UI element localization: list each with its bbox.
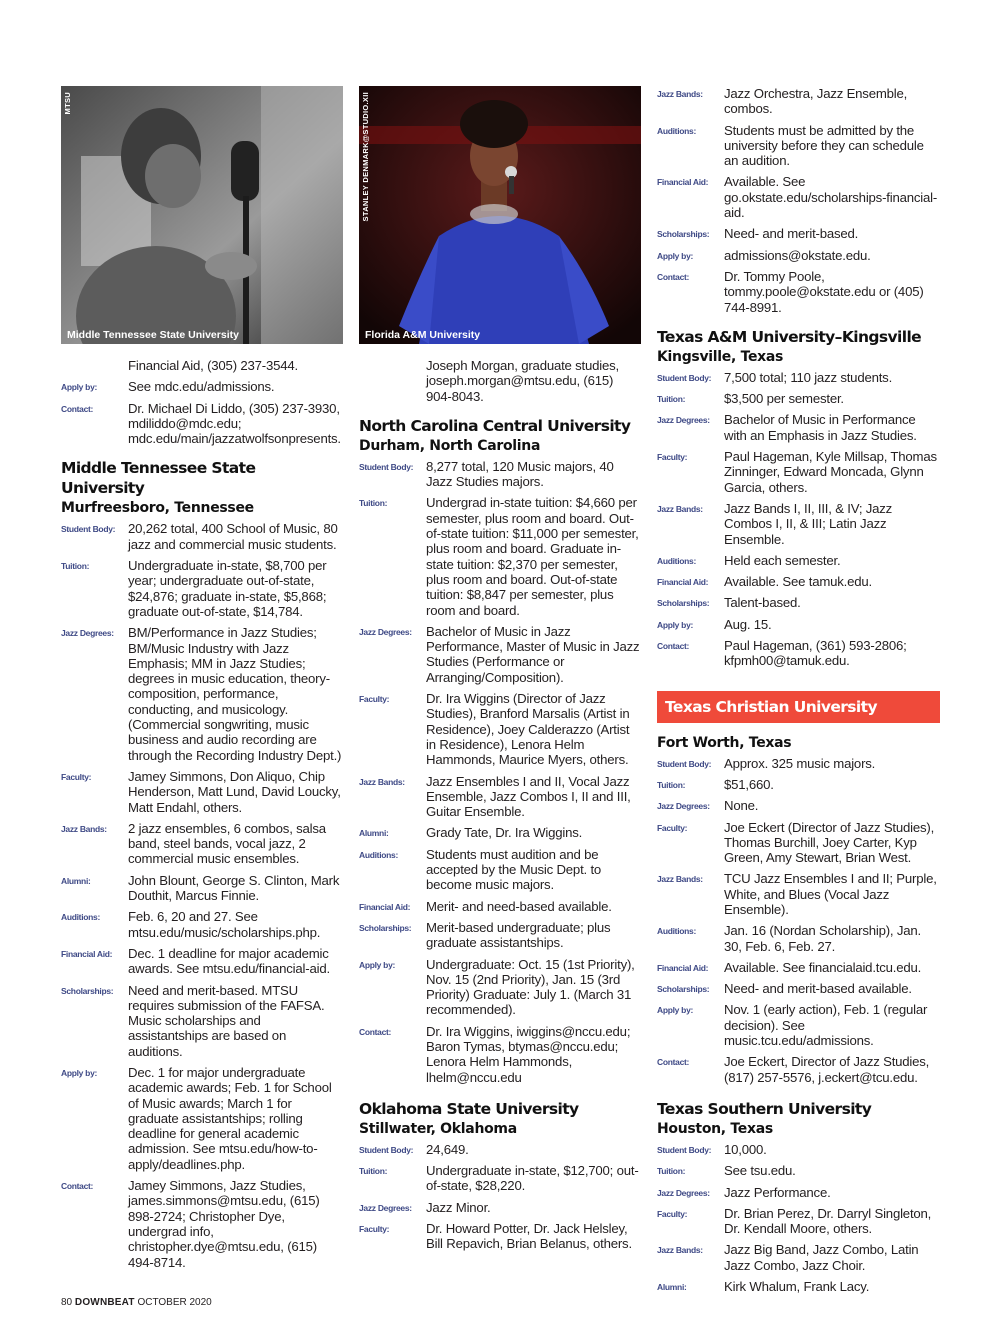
field-label: Contact: — [657, 271, 690, 282]
entry-row — [61, 1065, 343, 1172]
entry-row — [359, 691, 641, 767]
issue-date: OCTOBER 2020 — [137, 1297, 212, 1308]
field-label: Student Body: — [359, 461, 414, 472]
entry-row — [61, 625, 343, 763]
entry-row — [657, 1163, 940, 1178]
entry-row — [657, 449, 940, 495]
entry-row — [359, 1221, 641, 1252]
entry-row — [657, 269, 940, 315]
field-value: Jazz Bands I, II, III, & IV; Jazz Combos I, II, & III; Latin Jazz Ensemble. — [724, 500, 893, 547]
field-value: Jamey Simmons, Don Aliquo, Chip Henderson, Matt Lund, David Loucky, Matt Endahl, others. — [128, 768, 341, 815]
highlight-banner — [657, 691, 940, 723]
entry-row — [359, 774, 641, 820]
school-mtsu — [61, 458, 343, 1269]
field-label: Jazz Bands: — [657, 874, 703, 885]
field-label: Apply by: — [359, 959, 396, 970]
photo-famu — [359, 86, 641, 344]
field-label: Financial Aid: — [657, 577, 709, 588]
cont-line: Financial Aid, (305) 237-3544. — [128, 358, 298, 373]
school-location: Fort Worth, Texas — [657, 734, 792, 751]
entry-row — [657, 574, 940, 589]
school-location: Stillwater, Oklahoma — [359, 1120, 517, 1137]
field-value: Dr. Howard Potter, Dr. Jack Helsley, Bill Repavich, Brian Belanus, others. — [426, 1221, 632, 1252]
field-label: Student Body: — [657, 372, 712, 383]
field-value: Need- and merit-based. — [724, 226, 859, 242]
field-value: See tsu.edu. — [724, 1163, 796, 1179]
field-value: 24,649. — [426, 1141, 469, 1157]
field-value: Dec. 1 for major undergraduate academic awards; Feb. 1 for School of Music awards; March 1 for graduate assistantships; rolling deadline for general academic admission. See mtsu.edu/how-to-apply/deadlines.php. — [128, 1064, 332, 1172]
field-value: Joe Eckert (Director of Jazz Studies), Thomas Burchill, Joey Carter, Kyp Green, Amy Stewart, Brian West. — [724, 819, 935, 866]
field-label: Alumni: — [61, 875, 91, 886]
entry-row — [657, 248, 940, 263]
field-value: Dr. Tommy Poole, tommy.poole@okstate.edu or (405) 744-8991. — [724, 268, 924, 315]
field-value: BM/Performance in Jazz Studies; BM/Music Industry with Jazz Emphasis; MM in Jazz Studies; degrees in music education, theory-composition, performance, conducting, and musicology. (Commercial songwriting, music business and audio recording are through the Recording Industry Dept.) — [128, 625, 342, 763]
entry-row — [61, 821, 343, 867]
field-label: Faculty: — [61, 771, 92, 782]
entry-row — [657, 617, 940, 632]
field-label: Faculty: — [359, 694, 390, 705]
field-label: Scholarships: — [657, 229, 710, 240]
field-label: Tuition: — [61, 561, 90, 572]
field-label: Alumni: — [359, 828, 389, 839]
field-value: 2 jazz ensembles, 6 combos, salsa band, steel bands, vocal jazz, 2 commercial music ensembles. — [128, 820, 326, 867]
field-value: Need- and merit-based available. — [724, 981, 912, 997]
field-value: 20,262 total, 400 School of Music, 80 jazz and commercial music students. — [128, 521, 338, 552]
field-value: See mdc.edu/admissions. — [128, 379, 275, 395]
field-value: Merit-based undergraduate; plus graduate assistantships. — [426, 919, 611, 951]
field-value: TCU Jazz Ensembles I and II; Purple, White, and Blues (Vocal Jazz Ensemble). — [724, 871, 937, 917]
field-value: Paul Hageman, (361) 593-2806; kfpmh00@tamuk.edu. — [724, 638, 907, 669]
field-label: Apply by: — [657, 250, 694, 261]
field-value: Paul Hageman, Kyle Millsap, Thomas Zinninger, Edward Moncada, Glynn Garcia, others. — [724, 449, 937, 495]
entry-row — [61, 769, 343, 815]
column-2 — [359, 86, 641, 1266]
school-name: Middle Tennessee State University — [61, 459, 256, 498]
field-value: Undergraduate in-state, $12,700; out-of-state, $28,220. — [426, 1163, 639, 1194]
page-number: 80 — [61, 1297, 73, 1308]
page-footer — [61, 1297, 212, 1308]
entry-row — [657, 638, 940, 669]
entry-row — [657, 370, 940, 385]
field-label: Student Body: — [657, 1144, 712, 1155]
field-value: Undergrad in-state tuition: $4,660 per semester, plus room and board. Out-of-state tuition: $11,000 per semester, plus room and board. Graduate in-state tuition: $2,370 per semester, plus room and board. Out-of-state tuition: $8,847 per semester, plus room and board. — [426, 495, 639, 618]
field-value: Dec. 1 deadline for major academic awards. See mtsu.edu/financial-aid. — [128, 945, 330, 977]
field-value: Available. See financialaid.tcu.edu. — [724, 959, 922, 975]
field-label: Tuition: — [657, 394, 686, 405]
entry-row — [359, 1200, 641, 1215]
field-label: Auditions: — [657, 555, 697, 566]
field-label: Jazz Bands: — [359, 776, 405, 787]
field-label: Financial Aid: — [359, 901, 411, 912]
field-value: Jazz Orchestra, Jazz Ensemble, combos. — [724, 86, 908, 117]
field-value: Need and merit-based. MTSU requires submission of the FAFSA. Music scholarships and assistantships are based on auditions. — [128, 982, 325, 1059]
entry-row — [359, 825, 641, 840]
entry-row — [657, 1142, 940, 1157]
school-tcu — [657, 691, 940, 1085]
field-label: Contact: — [657, 641, 690, 652]
field-label: Auditions: — [657, 926, 697, 937]
field-value: Jamey Simmons, Jazz Studies, james.simmons@mtsu.edu, (615) 898-2724; Christopher Dye, undergrad info, christopher.dye@mtsu.edu, (615) 494-8714. — [128, 1178, 320, 1270]
entry-row — [657, 820, 940, 866]
entry-row — [657, 86, 940, 117]
field-label: Financial Aid: — [61, 948, 113, 959]
field-value: 7,500 total; 110 jazz students. — [724, 369, 893, 385]
field-label: Financial Aid: — [657, 962, 709, 973]
field-value: $3,500 per semester. — [724, 391, 844, 407]
field-value: Students must be admitted by the university before they can schedule an audition. — [724, 122, 924, 169]
field-value: Talent-based. — [724, 595, 801, 611]
field-value: Dr. Michael Di Liddo, (305) 237-3930, mdiliddo@mdc.edu; mdc.edu/main/jazzatwolfsonpresents. — [128, 400, 341, 447]
field-label: Contact: — [61, 1181, 94, 1192]
field-label: Faculty: — [359, 1224, 390, 1235]
school-location: Houston, Texas — [657, 1120, 773, 1137]
entry-row — [359, 1024, 641, 1085]
field-label: Alumni: — [657, 1282, 687, 1293]
field-value: Jazz Ensembles I and II, Vocal Jazz Ensemble, Jazz Combos I, II and III, Guitar Ensemble. — [426, 773, 631, 820]
field-value: Joe Eckert, Director of Jazz Studies, (817) 257-5576, j.eckert@tcu.edu. — [724, 1054, 930, 1085]
field-value: Jazz Big Band, Jazz Combo, Latin Jazz Combo, Jazz Choir. — [724, 1242, 919, 1273]
field-value: Dr. Ira Wiggins, iwiggins@nccu.edu; Baron Tymas, btymas@nccu.edu; Lenora Helm Hammonds, lhelm@nccu.edu — [426, 1023, 631, 1085]
entry-row — [657, 226, 940, 241]
entry-row — [657, 595, 940, 610]
field-label: Contact: — [61, 403, 94, 414]
field-value: Approx. 325 music majors. — [724, 755, 876, 771]
field-label: Faculty: — [657, 1208, 688, 1219]
field-label: Contact: — [657, 1057, 690, 1068]
field-value: Available. See tamuk.edu. — [724, 574, 872, 590]
continued-entry-top — [61, 358, 343, 446]
field-value: Jazz Performance. — [724, 1184, 831, 1200]
school-location: Murfreesboro, Tennessee — [61, 500, 254, 517]
entry-row — [657, 1242, 940, 1273]
field-label: Tuition: — [359, 498, 388, 509]
entry-row — [61, 401, 343, 447]
entry-row — [657, 1185, 940, 1200]
entry-row — [657, 123, 940, 169]
entry-row — [359, 920, 641, 951]
column-3 — [657, 86, 940, 1308]
entry-row — [61, 873, 343, 904]
photo-caption-left: Middle Tennessee State University — [67, 329, 239, 341]
school-rows — [61, 521, 343, 1269]
entry-row — [61, 946, 343, 977]
field-value: Available. See go.okstate.edu/scholarships-financial-aid. — [724, 174, 938, 221]
field-label: Jazz Degrees: — [657, 415, 710, 426]
field-value: 8,277 total, 120 Music majors, 40 Jazz Studies majors. — [426, 458, 614, 490]
field-label: Student Body: — [359, 1144, 414, 1155]
field-value: Dr. Ira Wiggins (Director of Jazz Studies), Branford Marsalis (Artist in Residence), Joey Calderazzo (Artist in Residence), Lenora Helm Hammonds, Maurice Myers, others. — [426, 691, 630, 768]
entry-row — [657, 798, 940, 813]
school-name: Texas A&M University–Kingsville — [657, 327, 922, 346]
field-label: Faculty: — [657, 452, 688, 463]
entry-row — [657, 923, 940, 954]
field-label: Contact: — [359, 1026, 392, 1037]
singer-photo-grayscale — [61, 86, 343, 344]
continued-entry-top: Joseph Morgan, graduate studies, joseph.morgan@mtsu.edu, (615) 904-8043. — [426, 358, 620, 404]
column-1 — [61, 86, 343, 1284]
entry-row — [359, 957, 641, 1018]
field-label: Financial Aid: — [657, 177, 709, 188]
entry-row — [61, 909, 343, 940]
school-tsu — [657, 1099, 940, 1294]
entry-row — [657, 756, 940, 771]
field-label: Auditions: — [61, 912, 101, 923]
field-value: 10,000. — [724, 1141, 767, 1157]
field-value: None. — [724, 798, 759, 814]
entry-row — [657, 501, 940, 547]
entry-row — [359, 495, 641, 617]
photo-credit-left: MTSU — [63, 92, 72, 115]
entry-row — [657, 871, 940, 917]
school-location: Kingsville, Texas — [657, 348, 784, 365]
field-label: Scholarships: — [657, 598, 710, 609]
school-tamuk — [657, 327, 940, 669]
field-value: Undergraduate in-state, $8,700 per year; undergraduate out-of-state, $24,876; graduate in-state, $5,868; graduate out-of-state, $14,784. — [128, 558, 327, 619]
field-value: Dr. Brian Perez, Dr. Darryl Singleton, Dr. Kendall Moore, others. — [724, 1205, 932, 1237]
entry-row — [657, 391, 940, 406]
field-label: Apply by: — [61, 382, 98, 393]
field-label: Jazz Degrees: — [61, 628, 114, 639]
entry-row — [359, 624, 641, 685]
field-label: Tuition: — [657, 1166, 686, 1177]
field-value: Undergraduate: Oct. 15 (1st Priority), Nov. 15 (2nd Priority), Jan. 15 (3rd Priority) Graduate: July 1. (March 31 recommended). — [426, 956, 635, 1018]
entry-row — [61, 983, 343, 1059]
field-label: Tuition: — [657, 779, 686, 790]
school-okstate — [359, 1099, 641, 1252]
entry-row — [657, 1206, 940, 1237]
field-label: Student Body: — [61, 524, 116, 535]
entry-row — [61, 379, 343, 394]
photo-credit-right: STANLEY DENMARK@STUDIO.XII — [361, 92, 370, 222]
entry-row — [657, 412, 940, 443]
field-value: John Blount, George S. Clinton, Mark Douthit, Marcus Finnie. — [128, 872, 340, 904]
field-label: Apply by: — [61, 1067, 98, 1078]
field-label: Auditions: — [359, 849, 399, 860]
entry-row — [657, 1054, 940, 1085]
field-label: Apply by: — [657, 619, 694, 630]
singer-photo-color — [359, 86, 641, 344]
entry-row — [657, 1002, 940, 1048]
field-value: Students must audition and be accepted by the Music Dept. to become music majors. — [426, 846, 602, 893]
field-label: Jazz Bands: — [657, 503, 703, 514]
field-label: Scholarships: — [657, 984, 710, 995]
school-name: North Carolina Central University — [359, 416, 631, 435]
continued-entry-top — [657, 86, 940, 315]
entry-row — [359, 1163, 641, 1194]
entry-row — [61, 521, 343, 552]
entry-row — [359, 459, 641, 490]
entry-row — [657, 960, 940, 975]
field-value: Jan. 16 (Nordan Scholarship), Jan. 30, Feb. 6, Feb. 27. — [724, 923, 921, 954]
field-value: admissions@okstate.edu. — [724, 247, 871, 263]
field-label: Faculty: — [657, 822, 688, 833]
field-label: Jazz Degrees: — [657, 1187, 710, 1198]
field-label: Jazz Degrees: — [657, 801, 710, 812]
school-name: Texas Christian University — [665, 697, 877, 716]
field-label: Jazz Bands: — [61, 823, 107, 834]
field-label: Jazz Bands: — [657, 89, 703, 99]
field-label: Jazz Degrees: — [359, 626, 412, 637]
field-value: Kirk Whalum, Frank Lacy. — [724, 1279, 870, 1295]
entry-row — [359, 899, 641, 914]
field-label: Tuition: — [359, 1166, 388, 1177]
entry-row — [61, 558, 343, 619]
school-name: Oklahoma State University — [359, 1099, 579, 1118]
field-label: Student Body: — [657, 758, 712, 769]
school-nccu — [359, 416, 641, 1085]
field-value: Grady Tate, Dr. Ira Wiggins. — [426, 825, 583, 841]
field-label: Jazz Bands: — [657, 1245, 703, 1256]
photo-caption-right: Florida A&M University — [365, 329, 481, 341]
field-label: Auditions: — [657, 125, 697, 136]
entry-row — [61, 1178, 343, 1270]
entry-row — [657, 777, 940, 792]
field-value: Nov. 1 (early action), Feb. 1 (regular decision). See music.tcu.edu/admissions. — [724, 1002, 928, 1049]
school-name: Texas Southern University — [657, 1099, 872, 1118]
field-value: Jazz Minor. — [426, 1199, 491, 1215]
school-location: Durham, North Carolina — [359, 437, 541, 454]
entry-row — [657, 553, 940, 568]
magazine-name: DOWNBEAT — [74, 1297, 135, 1308]
field-value: Held each semester. — [724, 552, 841, 568]
field-value: Merit- and need-based available. — [426, 898, 612, 914]
entry-row — [657, 174, 940, 220]
field-value: Bachelor of Music in Performance with an Emphasis in Jazz Studies. — [724, 412, 917, 443]
field-label: Jazz Degrees: — [359, 1202, 412, 1213]
field-label: Scholarships: — [359, 922, 412, 933]
field-value: Bachelor of Music in Jazz Performance, Master of Music in Jazz Studies (Performance or Arranging/Composition). — [426, 623, 640, 685]
field-label: Apply by: — [657, 1005, 694, 1016]
field-value: Feb. 6, 20 and 27. See mtsu.edu/music/scholarships.php. — [128, 909, 321, 940]
entry-row — [359, 847, 641, 893]
entry-row — [657, 981, 940, 996]
field-value: Aug. 15. — [724, 616, 772, 632]
entry-row — [359, 1142, 641, 1157]
field-label: Scholarships: — [61, 985, 114, 996]
photo-mtsu — [61, 86, 343, 344]
field-value: $51,660. — [724, 776, 774, 792]
entry-row — [657, 1279, 940, 1294]
